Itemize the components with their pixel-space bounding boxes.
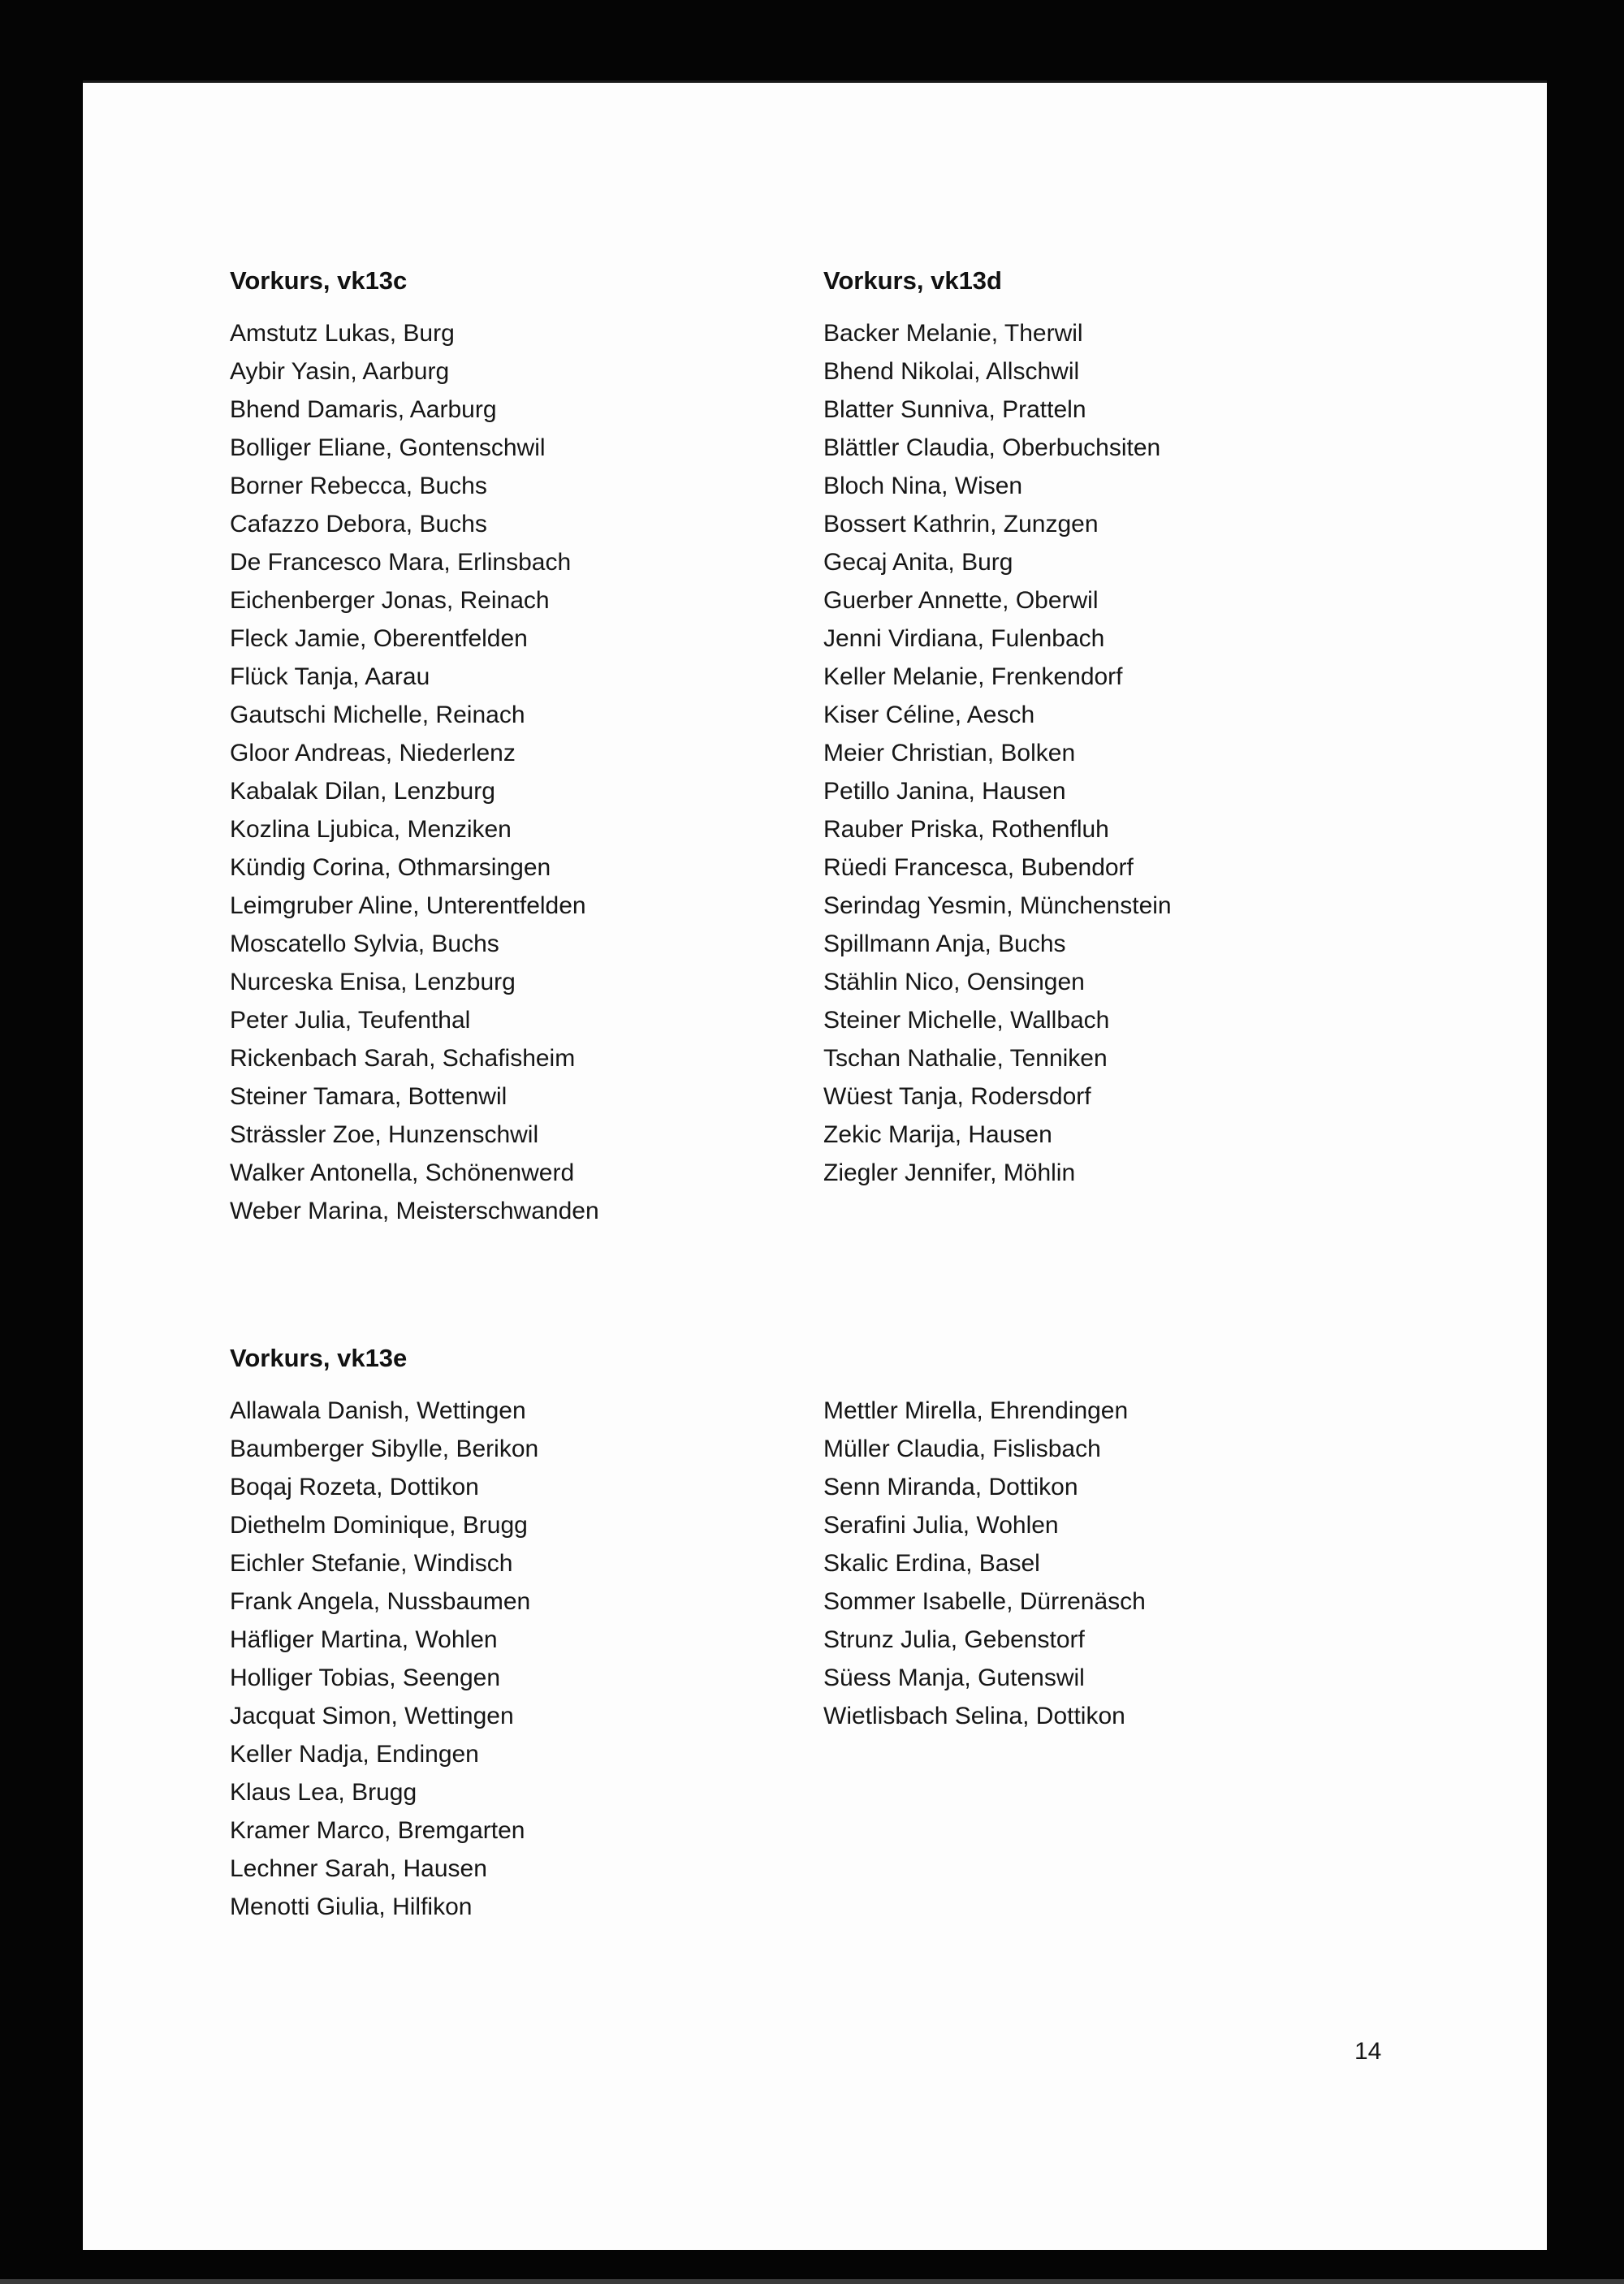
list-entry: Kozlina Ljubica, Menziken	[230, 816, 512, 843]
list-entry: Senn Miranda, Dottikon	[823, 1474, 1078, 1500]
list-entry: Meier Christian, Bolken	[823, 740, 1076, 766]
list-entry: Keller Nadja, Endingen	[230, 1741, 479, 1768]
section-title-vk13c: Vorkurs, vk13c	[230, 266, 408, 295]
list-entry: Fleck Jamie, Oberentfelden	[230, 625, 528, 652]
list-entry: Süess Manja, Gutenswil	[823, 1664, 1085, 1691]
list-entry: Bossert Kathrin, Zunzgen	[823, 511, 1099, 538]
section-vk13e-right-column	[823, 1392, 1343, 1735]
page-number: 14	[1354, 2038, 1382, 2065]
list-entry: Strunz Julia, Gebenstorf	[823, 1626, 1085, 1653]
list-entry: Frank Angela, Nussbaumen	[230, 1588, 531, 1615]
list-entry: Borner Rebecca, Buchs	[230, 473, 487, 499]
list-entry: Rickenbach Sarah, Schafisheim	[230, 1045, 576, 1072]
name-list-vk13d	[823, 314, 1343, 1192]
list-entry: Boqaj Rozeta, Dottikon	[230, 1474, 479, 1500]
list-entry: Bhend Nikolai, Allschwil	[823, 358, 1080, 385]
list-entry: Weber Marina, Meisterschwanden	[230, 1198, 599, 1224]
section-vk13c	[230, 265, 749, 1230]
list-entry: Holliger Tobias, Seengen	[230, 1664, 501, 1691]
list-entry: Diethelm Dominique, Brugg	[230, 1512, 528, 1539]
list-entry: Strässler Zoe, Hunzenschwil	[230, 1121, 539, 1148]
list-entry: Steiner Tamara, Bottenwil	[230, 1083, 508, 1110]
list-entry: Mettler Mirella, Ehrendingen	[823, 1397, 1129, 1424]
list-entry: Spillmann Anja, Buchs	[823, 930, 1066, 957]
list-entry: Kiser Céline, Aesch	[823, 702, 1035, 728]
list-entry: Eichler Stefanie, Windisch	[230, 1550, 513, 1577]
list-entry: Ziegler Jennifer, Möhlin	[823, 1159, 1076, 1186]
list-entry: Guerber Annette, Oberwil	[823, 587, 1099, 614]
list-entry: Tschan Nathalie, Tenniken	[823, 1045, 1108, 1072]
name-list-vk13e-left	[230, 1392, 749, 1926]
list-entry: Flück Tanja, Aarau	[230, 663, 430, 690]
list-entry: Blättler Claudia, Oberbuchsiten	[823, 434, 1161, 461]
list-entry: Jacquat Simon, Wettingen	[230, 1703, 514, 1729]
list-entry: Menotti Giulia, Hilfikon	[230, 1893, 473, 1920]
list-entry: Gloor Andreas, Niederlenz	[230, 740, 516, 766]
list-entry: Keller Melanie, Frenkendorf	[823, 663, 1123, 690]
list-entry: Gautschi Michelle, Reinach	[230, 702, 525, 728]
list-entry: Bolliger Eliane, Gontenschwil	[230, 434, 546, 461]
list-entry: Leimgruber Aline, Unterentfelden	[230, 892, 586, 919]
name-list-vk13c	[230, 314, 749, 1230]
document-page	[83, 80, 1547, 2250]
section-vk13d	[823, 265, 1343, 1192]
list-entry: Blatter Sunniva, Pratteln	[823, 396, 1086, 423]
list-entry: Häfliger Martina, Wohlen	[230, 1626, 498, 1653]
list-entry: Allawala Danish, Wettingen	[230, 1397, 526, 1424]
list-entry: Eichenberger Jonas, Reinach	[230, 587, 550, 614]
list-entry: Backer Melanie, Therwil	[823, 320, 1083, 347]
list-entry: Kabalak Dilan, Lenzburg	[230, 778, 495, 805]
list-entry: Moscatello Sylvia, Buchs	[230, 930, 499, 957]
list-entry: Steiner Michelle, Wallbach	[823, 1007, 1110, 1034]
list-entry: De Francesco Mara, Erlinsbach	[230, 549, 572, 576]
list-entry: Wietlisbach Selina, Dottikon	[823, 1703, 1125, 1729]
list-entry: Walker Antonella, Schönenwerd	[230, 1159, 575, 1186]
list-entry: Bloch Nina, Wisen	[823, 473, 1023, 499]
list-entry: Kündig Corina, Othmarsingen	[230, 854, 551, 881]
list-entry: Baumberger Sibylle, Berikon	[230, 1436, 539, 1462]
list-entry: Zekic Marija, Hausen	[823, 1121, 1052, 1148]
list-entry: Serindag Yesmin, Münchenstein	[823, 892, 1172, 919]
list-entry: Nurceska Enisa, Lenzburg	[230, 969, 516, 995]
list-entry: Klaus Lea, Brugg	[230, 1779, 417, 1806]
list-entry: Peter Julia, Teufenthal	[230, 1007, 471, 1034]
list-entry: Gecaj Anita, Burg	[823, 549, 1013, 576]
section-title-vk13e: Vorkurs, vk13e	[230, 1344, 408, 1372]
section-vk13e	[230, 1342, 749, 1926]
list-entry: Sommer Isabelle, Dürrenäsch	[823, 1588, 1146, 1615]
list-entry: Stählin Nico, Oensingen	[823, 969, 1085, 995]
list-entry: Wüest Tanja, Rodersdorf	[823, 1083, 1091, 1110]
list-entry: Rüedi Francesca, Bubendorf	[823, 854, 1134, 881]
list-entry: Cafazzo Debora, Buchs	[230, 511, 487, 538]
name-list-vk13e-right	[823, 1392, 1343, 1735]
section-title-vk13d: Vorkurs, vk13d	[823, 266, 1002, 295]
list-entry: Aybir Yasin, Aarburg	[230, 358, 450, 385]
list-entry: Bhend Damaris, Aarburg	[230, 396, 497, 423]
list-entry: Müller Claudia, Fislisbach	[823, 1436, 1101, 1462]
list-entry: Petillo Janina, Hausen	[823, 778, 1066, 805]
list-entry: Kramer Marco, Bremgarten	[230, 1817, 525, 1844]
list-entry: Serafini Julia, Wohlen	[823, 1512, 1059, 1539]
list-entry: Skalic Erdina, Basel	[823, 1550, 1040, 1577]
list-entry: Jenni Virdiana, Fulenbach	[823, 625, 1105, 652]
list-entry: Lechner Sarah, Hausen	[230, 1855, 487, 1882]
list-entry: Amstutz Lukas, Burg	[230, 320, 455, 347]
scan-bottom-edge	[0, 2279, 1624, 2284]
list-entry: Rauber Priska, Rothenfluh	[823, 816, 1109, 843]
